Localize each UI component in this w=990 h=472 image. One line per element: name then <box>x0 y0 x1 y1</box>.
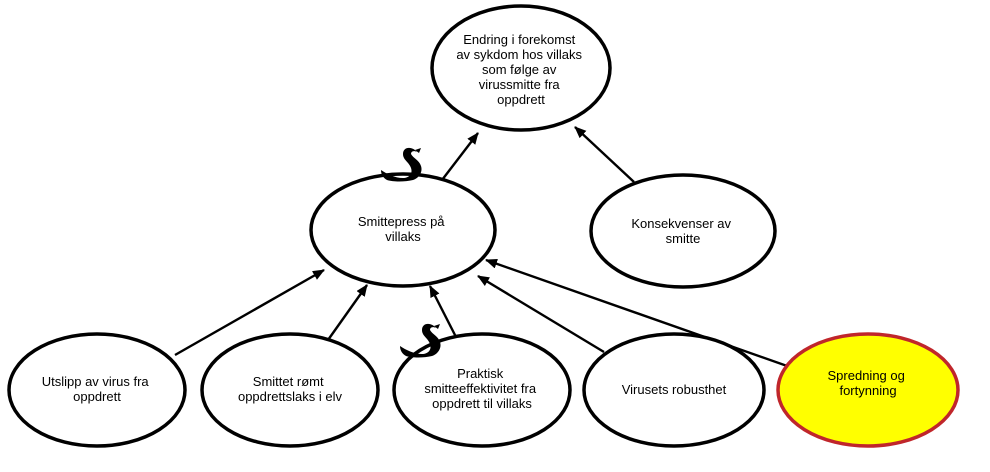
node-smittepress <box>311 174 495 286</box>
node-endring <box>432 6 610 130</box>
node-smittet-romt-line-1: Smittet rømt <box>252 374 324 389</box>
node-smittet-romt-line-2: oppdrettslaks i elv <box>237 389 343 404</box>
node-smittepress-line-2: villaks <box>385 229 421 244</box>
node-endring-line-2: av sykdom hos villaks <box>456 47 583 62</box>
node-smittet-romt-label <box>238 374 343 404</box>
node-robusthet-label <box>622 382 727 397</box>
node-praktisk-line-1: Praktisk <box>457 366 504 381</box>
node-utslipp-line-2: oppdrett <box>73 389 121 404</box>
node-spredning-label <box>828 368 909 398</box>
node-spredning-line-2: fortynning <box>839 383 897 398</box>
edge-konsekvenser-to-endring <box>575 127 634 182</box>
edge-praktisk-to-smittepress <box>430 286 456 337</box>
edge-smittet-romt-to-smittepress <box>328 285 367 340</box>
node-smittet-romt <box>202 334 378 446</box>
node-konsekvenser-line-2: smitte <box>665 231 701 246</box>
node-robusthet-line-1: Virusets robusthet <box>621 382 727 397</box>
node-spredning-line-1: Spredning og <box>827 368 905 383</box>
node-endring-line-4: virussmitte fra <box>478 77 560 92</box>
node-spredning <box>778 334 958 446</box>
node-praktisk-line-2: smitteeffektivitet fra <box>424 381 537 396</box>
node-konsekvenser <box>591 175 775 287</box>
edge-smittepress-to-endring <box>442 133 478 180</box>
node-endring-line-3: som følge av <box>481 62 557 77</box>
node-utslipp-line-1: Utslipp av virus fra <box>41 374 149 389</box>
node-praktisk-line-3: oppdrett til villaks <box>432 396 532 411</box>
node-praktisk <box>394 334 570 446</box>
node-smittepress-line-1: Smittepress på <box>357 214 445 229</box>
node-konsekvenser-line-1: Konsekvenser av <box>631 216 732 231</box>
node-endring-line-1: Endring i forekomst <box>463 32 576 47</box>
node-robusthet <box>584 334 764 446</box>
node-endring-line-5: oppdrett <box>497 92 545 107</box>
node-utslipp <box>9 334 185 446</box>
